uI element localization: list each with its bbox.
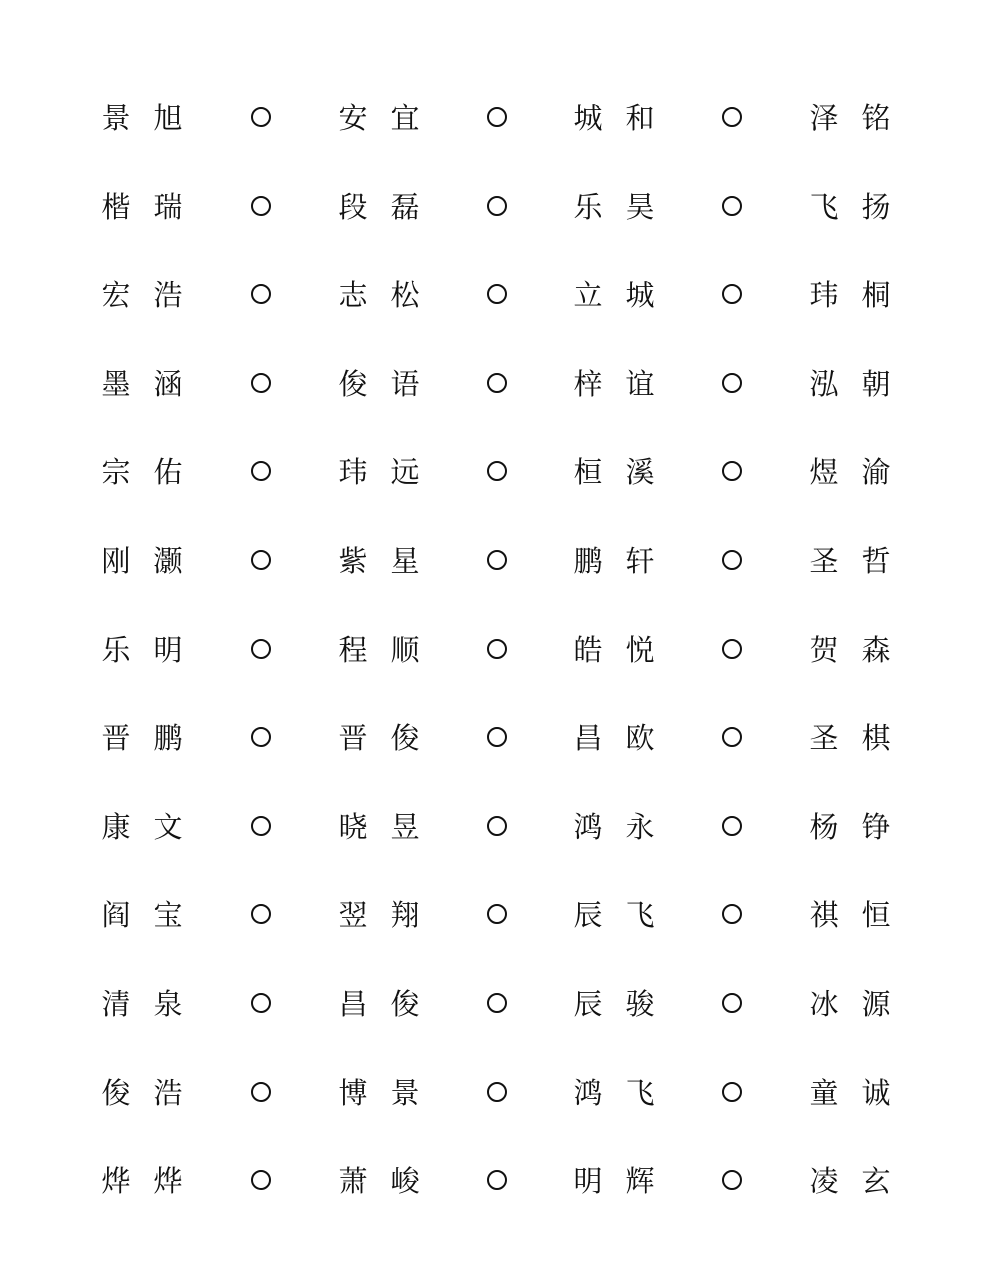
name-character: 圣	[809, 544, 839, 578]
name-entry	[573, 885, 655, 945]
name-character: 城	[625, 278, 655, 313]
name-character: 泓	[809, 366, 839, 401]
name-entry	[338, 177, 420, 237]
circle-separator-icon	[487, 727, 507, 747]
name-character: 昱	[390, 809, 420, 844]
name-character: 圣	[809, 721, 839, 756]
circle-separator-icon	[251, 107, 271, 127]
name-character: 翌	[338, 898, 368, 933]
name-character: 立	[573, 278, 603, 313]
name-character: 和	[625, 101, 655, 135]
name-entry	[338, 442, 420, 502]
name-character: 朝	[861, 366, 891, 401]
name-entry	[573, 177, 655, 237]
name-character: 佑	[153, 455, 183, 490]
name-row	[0, 354, 994, 414]
name-entry	[338, 1063, 420, 1123]
name-entry	[101, 531, 183, 591]
name-character: 俊	[338, 366, 368, 401]
name-character: 扬	[861, 189, 891, 224]
name-character: 昌	[338, 987, 368, 1021]
name-character: 博	[338, 1075, 368, 1110]
name-character: 欧	[625, 721, 655, 756]
name-character: 溪	[625, 455, 655, 490]
name-entry	[809, 442, 891, 502]
circle-separator-icon	[722, 196, 742, 216]
name-entry	[338, 797, 420, 857]
circle-separator-icon	[251, 639, 271, 659]
name-character: 鹏	[573, 544, 603, 578]
name-character: 宜	[390, 101, 420, 135]
name-character: 景	[390, 1075, 420, 1110]
name-entry	[101, 620, 183, 680]
name-entry	[101, 708, 183, 768]
name-entry	[101, 177, 183, 237]
name-character: 泉	[153, 987, 183, 1021]
circle-separator-icon	[487, 993, 507, 1013]
circle-separator-icon	[487, 461, 507, 481]
name-entry	[809, 797, 891, 857]
name-entry	[809, 354, 891, 414]
name-character: 语	[390, 366, 420, 401]
name-character: 辉	[625, 1164, 655, 1199]
name-entry	[573, 442, 655, 502]
name-character: 明	[573, 1164, 603, 1199]
circle-separator-icon	[722, 284, 742, 304]
circle-separator-icon	[722, 904, 742, 924]
name-entry	[338, 88, 420, 148]
name-character: 安	[338, 101, 368, 135]
name-character: 鸿	[573, 809, 603, 844]
name-entry	[809, 531, 891, 591]
name-character: 谊	[625, 366, 655, 401]
name-character: 诚	[861, 1075, 891, 1110]
name-character: 皓	[573, 632, 603, 667]
name-character: 阎	[101, 898, 131, 933]
circle-separator-icon	[251, 727, 271, 747]
circle-separator-icon	[487, 816, 507, 836]
name-entry	[573, 708, 655, 768]
name-entry	[101, 265, 183, 325]
name-entry	[101, 885, 183, 945]
circle-separator-icon	[722, 373, 742, 393]
name-entry	[101, 88, 183, 148]
name-character: 磊	[390, 189, 420, 224]
name-character: 松	[390, 278, 420, 313]
name-entry	[809, 1151, 891, 1211]
name-entry	[573, 531, 655, 591]
name-character: 烨	[101, 1164, 131, 1199]
name-character: 楷	[101, 189, 131, 224]
circle-separator-icon	[487, 904, 507, 924]
name-character: 旭	[153, 101, 183, 135]
name-row	[0, 265, 994, 325]
name-character: 翔	[390, 898, 420, 933]
name-character: 清	[101, 987, 131, 1021]
name-character: 宏	[101, 278, 131, 313]
name-character: 顺	[390, 632, 420, 667]
circle-separator-icon	[251, 196, 271, 216]
name-character: 晋	[338, 721, 368, 756]
name-entry	[573, 620, 655, 680]
name-entry	[101, 974, 183, 1034]
circle-separator-icon	[722, 550, 742, 570]
name-row	[0, 177, 994, 237]
name-character: 飞	[809, 189, 839, 224]
circle-separator-icon	[251, 904, 271, 924]
name-character: 晓	[338, 809, 368, 844]
name-character: 桐	[861, 278, 891, 313]
name-character: 远	[390, 455, 420, 490]
name-character: 鹏	[153, 721, 183, 756]
name-entry	[101, 797, 183, 857]
name-character: 涵	[153, 366, 183, 401]
name-entry	[573, 88, 655, 148]
name-character: 烨	[153, 1164, 183, 1199]
name-character: 墨	[101, 366, 131, 401]
name-character: 骏	[625, 987, 655, 1021]
name-row	[0, 974, 994, 1034]
name-character: 辰	[573, 987, 603, 1021]
circle-separator-icon	[487, 1170, 507, 1190]
name-character: 哲	[861, 544, 891, 578]
name-character: 渝	[861, 455, 891, 490]
circle-separator-icon	[722, 1170, 742, 1190]
name-entry	[573, 1063, 655, 1123]
name-character: 俊	[390, 987, 420, 1021]
name-entry	[809, 620, 891, 680]
name-character: 铮	[861, 809, 891, 844]
name-character: 棋	[861, 721, 891, 756]
name-character: 昊	[625, 189, 655, 224]
name-entry	[573, 974, 655, 1034]
circle-separator-icon	[487, 550, 507, 570]
name-character: 浩	[153, 1075, 183, 1110]
name-character: 萧	[338, 1164, 368, 1199]
name-row	[0, 708, 994, 768]
name-character: 源	[861, 987, 891, 1021]
name-entry	[101, 1151, 183, 1211]
name-character: 铭	[861, 101, 891, 135]
name-entry	[809, 974, 891, 1034]
name-entry	[101, 354, 183, 414]
circle-separator-icon	[487, 373, 507, 393]
circle-separator-icon	[251, 993, 271, 1013]
circle-separator-icon	[251, 284, 271, 304]
name-character: 昌	[573, 721, 603, 756]
circle-separator-icon	[722, 727, 742, 747]
name-row	[0, 1063, 994, 1123]
name-character: 程	[338, 632, 368, 667]
name-character: 景	[101, 101, 131, 135]
name-character: 乐	[101, 632, 131, 667]
name-character: 宝	[153, 898, 183, 933]
name-entry	[338, 1151, 420, 1211]
name-entry	[338, 531, 420, 591]
name-character: 飞	[625, 898, 655, 933]
name-row	[0, 88, 994, 148]
name-character: 俊	[390, 721, 420, 756]
name-character: 凌	[809, 1164, 839, 1199]
name-character: 玮	[809, 278, 839, 313]
name-row	[0, 531, 994, 591]
name-row	[0, 442, 994, 502]
name-character: 明	[153, 632, 183, 667]
name-character: 泽	[809, 101, 839, 135]
name-entry	[573, 1151, 655, 1211]
name-character: 乐	[573, 189, 603, 224]
name-character: 志	[338, 278, 368, 313]
circle-separator-icon	[722, 639, 742, 659]
name-entry	[573, 265, 655, 325]
name-entry	[338, 265, 420, 325]
name-entry	[809, 885, 891, 945]
circle-separator-icon	[251, 816, 271, 836]
circle-separator-icon	[487, 107, 507, 127]
name-character: 恒	[861, 898, 891, 933]
name-character: 峻	[390, 1164, 420, 1199]
name-entry	[101, 1063, 183, 1123]
name-row	[0, 620, 994, 680]
name-character: 森	[861, 632, 891, 667]
name-entry	[338, 620, 420, 680]
circle-separator-icon	[722, 1082, 742, 1102]
name-character: 煜	[809, 455, 839, 490]
name-character: 段	[338, 189, 368, 224]
name-character: 永	[625, 809, 655, 844]
name-character: 飞	[625, 1075, 655, 1110]
name-entry	[573, 354, 655, 414]
circle-separator-icon	[487, 196, 507, 216]
circle-separator-icon	[487, 284, 507, 304]
name-character: 童	[809, 1075, 839, 1110]
name-character: 俊	[101, 1075, 131, 1110]
name-entry	[573, 797, 655, 857]
name-row	[0, 885, 994, 945]
name-character: 晋	[101, 721, 131, 756]
circle-separator-icon	[722, 993, 742, 1013]
name-character: 辰	[573, 898, 603, 933]
name-entry	[101, 442, 183, 502]
name-character: 刚	[101, 544, 131, 578]
name-character: 宗	[101, 455, 131, 490]
circle-separator-icon	[251, 373, 271, 393]
circle-separator-icon	[487, 1082, 507, 1102]
circle-separator-icon	[251, 1082, 271, 1102]
name-character: 城	[573, 101, 603, 135]
name-character: 桓	[573, 455, 603, 490]
name-character: 浩	[153, 278, 183, 313]
name-entry	[338, 708, 420, 768]
circle-separator-icon	[722, 816, 742, 836]
name-entry	[338, 885, 420, 945]
name-character: 祺	[809, 898, 839, 933]
name-character: 轩	[625, 544, 655, 578]
circle-separator-icon	[251, 1170, 271, 1190]
name-row	[0, 1151, 994, 1211]
name-character: 玄	[861, 1164, 891, 1199]
name-character: 灏	[153, 544, 183, 578]
name-character: 贺	[809, 632, 839, 667]
name-entry	[809, 88, 891, 148]
name-character: 梓	[573, 366, 603, 401]
name-character: 悦	[625, 632, 655, 667]
name-entry	[809, 1063, 891, 1123]
circle-separator-icon	[722, 107, 742, 127]
name-entry	[809, 708, 891, 768]
name-character: 文	[153, 809, 183, 844]
name-character: 星	[390, 544, 420, 578]
name-row	[0, 797, 994, 857]
name-entry	[338, 974, 420, 1034]
name-character: 鸿	[573, 1075, 603, 1110]
circle-separator-icon	[251, 550, 271, 570]
circle-separator-icon	[722, 461, 742, 481]
name-character: 紫	[338, 544, 368, 578]
name-character: 康	[101, 809, 131, 844]
name-character: 瑞	[153, 189, 183, 224]
name-character: 杨	[809, 809, 839, 844]
name-character: 冰	[809, 987, 839, 1021]
name-entry	[809, 177, 891, 237]
name-entry	[809, 265, 891, 325]
circle-separator-icon	[487, 639, 507, 659]
name-character: 玮	[338, 455, 368, 490]
name-entry	[338, 354, 420, 414]
circle-separator-icon	[251, 461, 271, 481]
